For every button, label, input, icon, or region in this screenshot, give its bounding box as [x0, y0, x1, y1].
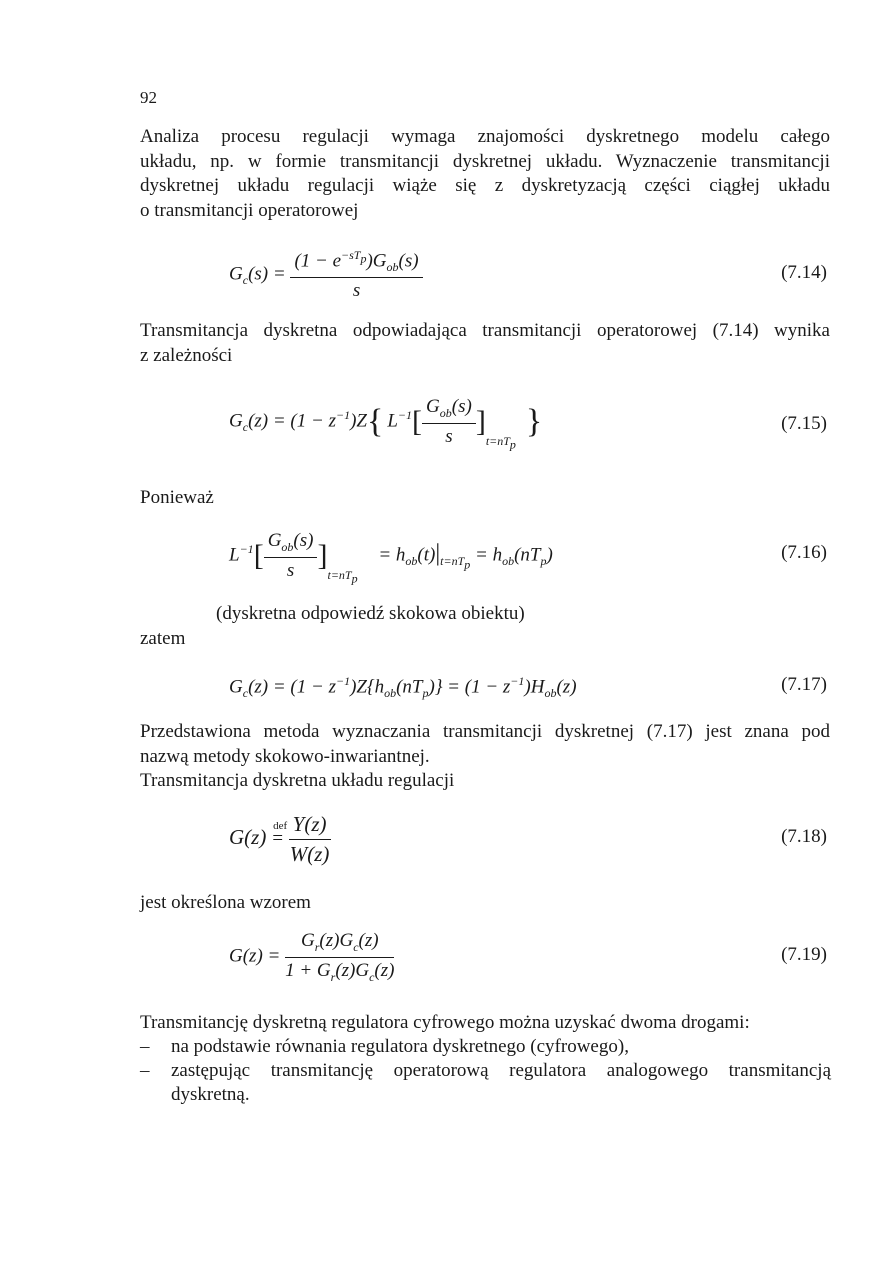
fraction: $\frac{G_{ob}(s)}{s}$: [264, 530, 318, 582]
fraction: $\frac{G_r(z)G_c(z)}{1 + G_r(z)G_c(z)}$: [285, 930, 395, 984]
list-continuation: dyskretną.: [171, 1084, 250, 1105]
text-line: zatem: [140, 628, 186, 649]
equation-number: (7.17): [781, 674, 827, 695]
def-label: def: [273, 819, 288, 832]
text-line: Przedstawiona metoda wyznaczania transmitancji dyskretnej (7.17) jest znana pod: [140, 721, 830, 742]
paragraph: [140, 319, 830, 368]
fraction: $\frac{G_{ob}(s)}{s}$: [422, 396, 476, 448]
text-line: dyskretnej układu regulacji wiąże się z dyskretyzacją części ciągłej układu: [140, 175, 830, 196]
text-line: Transmitancję dyskretną regulatora cyfrowego można uzyskać dwoma drogami:: [140, 1012, 750, 1033]
intro-paragraph: [140, 125, 830, 223]
equation-number: (7.18): [781, 826, 827, 847]
equation-7-17: $G_c(z) = (1 - z^{-1})Z\{h_{ob}(nT_p)\} = (1 - z^{-1})H_{ob}(z)$: [229, 674, 577, 701]
list-text: na podstawie równania regulatora dyskretnego (cyfrowego),: [171, 1036, 629, 1057]
text-line: Ponieważ: [140, 487, 214, 508]
equation-caption: (dyskretna odpowiedź skokowa obiektu): [216, 603, 525, 624]
equation-7-18: G(z) def = $\frac{Y(z)}{W(z)}$: [229, 812, 330, 866]
text-line: jest określona wzorem: [140, 892, 311, 913]
equation-7-19: G(z) = $\frac{G_r(z)G_c(z)}{1 + G_r(z)G_c(z)}$: [229, 930, 395, 984]
equation-number: (7.19): [781, 944, 827, 965]
text-line: nazwą metody skokowo-inwariantnej.: [140, 745, 430, 767]
paragraph: [140, 720, 830, 794]
list-text: zastępując transmitancję operatorową regulatora analogowego transmitancją: [171, 1060, 831, 1081]
equation-7-14: $G_c(s)$ = $\frac{(1 - e^{-sT_p})G_{ob}(s)}{s}$: [229, 248, 423, 302]
equation-7-16: $L^{-1}$[ $\frac{G_{ob}(s)}{s}$ ]$_{t=nT_p} = h_{ob}(t)|_{t=nT_p} = h_{ob}(nT_p)$: [229, 530, 553, 586]
text-line: z zależności: [140, 344, 233, 366]
list-dash: –: [140, 1036, 150, 1057]
text-line: Analiza procesu regulacji wymaga znajomości dyskretnego modelu całego: [140, 126, 830, 147]
text-line: Transmitancja dyskretna układu regulacji: [140, 770, 455, 791]
equation-number: (7.16): [781, 542, 827, 563]
page-number: 92: [140, 88, 157, 107]
equation-number: (7.15): [781, 413, 827, 434]
text-line: układu, np. w formie transmitancji dyskretnej układu. Wyznaczenie transmitancji: [140, 150, 830, 172]
text-line: Transmitancja dyskretna odpowiadająca transmitancji operatorowej (7.14) wynika: [140, 320, 830, 341]
fraction: $\frac{(1 - e^{-sT_p})G_{ob}(s)}{s}$: [290, 248, 422, 302]
text-line: o transmitancji operatorowej: [140, 199, 359, 221]
fraction: $\frac{Y(z)}{W(z)}$: [289, 812, 330, 866]
list-dash: –: [140, 1060, 150, 1081]
equation-7-15: $G_c(z) = (1 - z^{-1})Z${ $L^{-1}$[ $\frac{G_{ob}(s)}{s}$ ]$_{t=nT_p}$}: [229, 396, 543, 452]
equation-number: (7.14): [781, 262, 827, 283]
